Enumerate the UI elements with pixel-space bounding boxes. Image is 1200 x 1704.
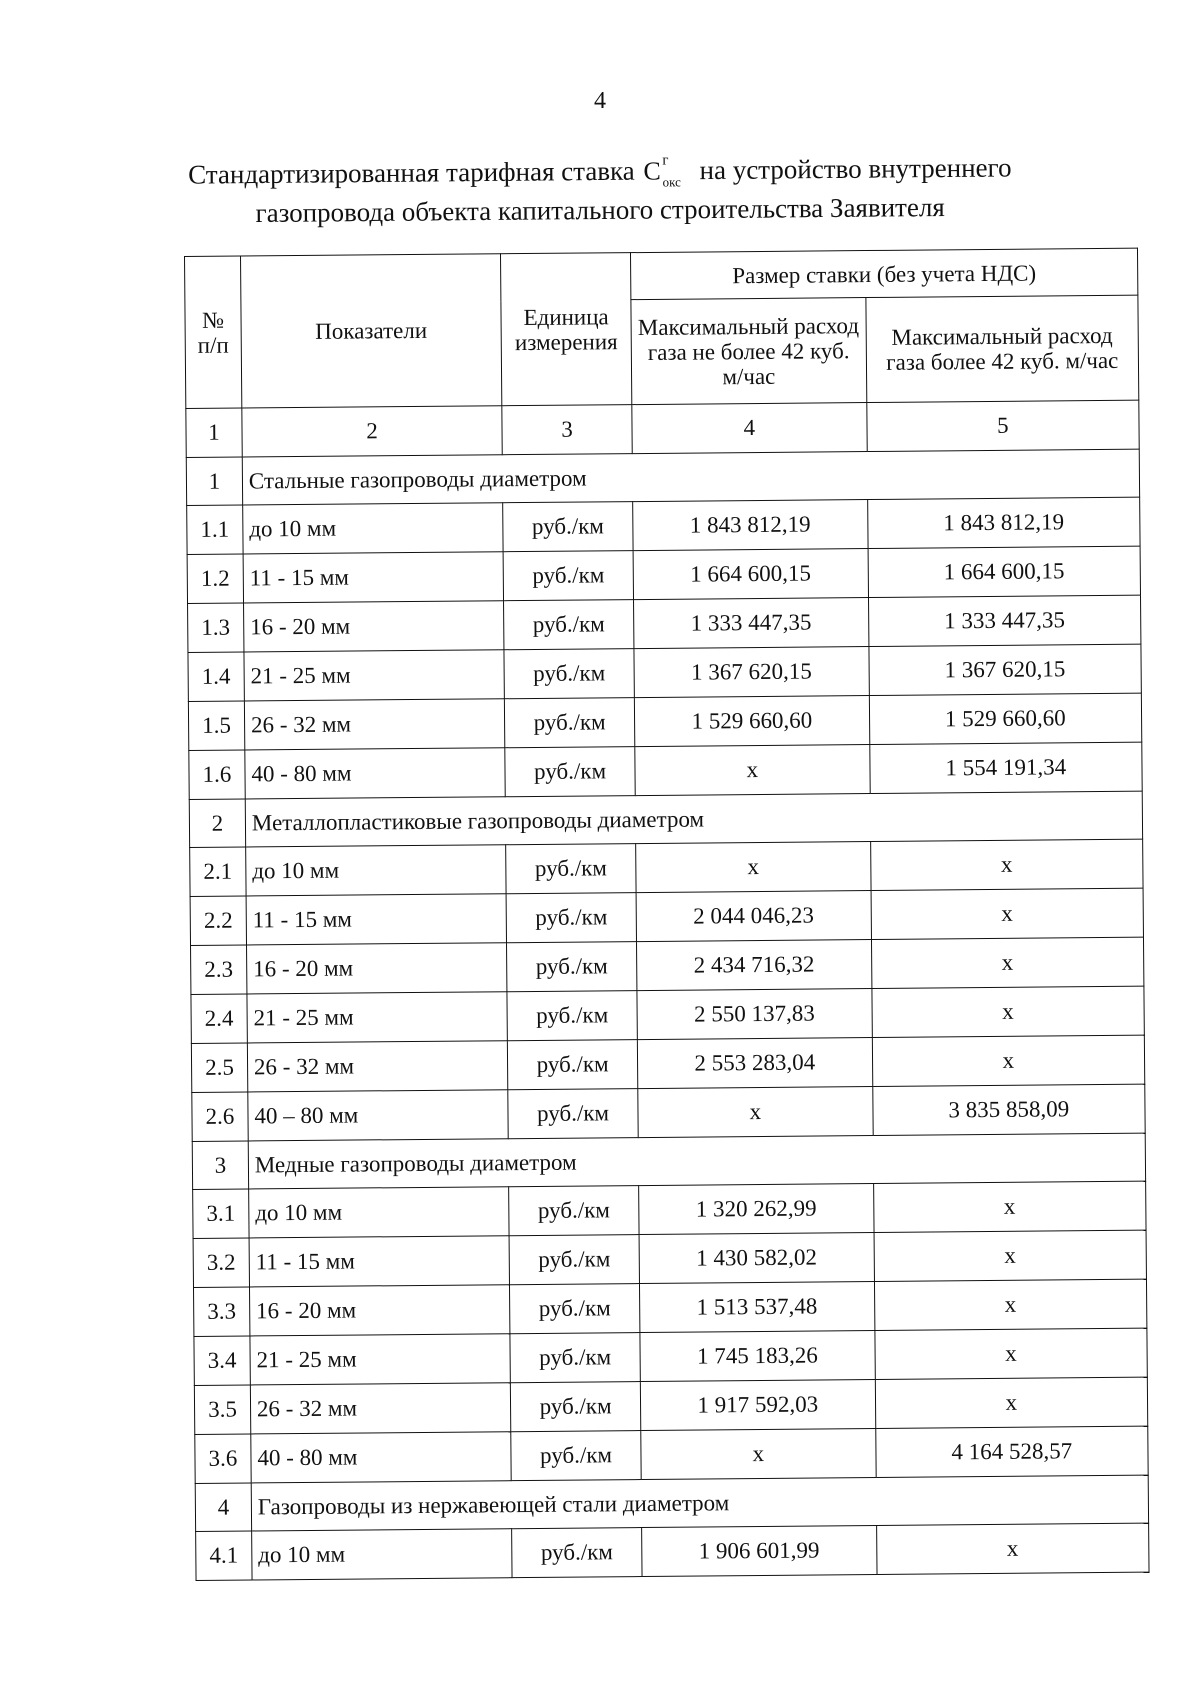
row-indicator: 11 - 15 мм (249, 1236, 510, 1287)
row-num: 2.6 (192, 1092, 248, 1141)
row-unit: руб./км (506, 844, 636, 894)
row-indicator: 21 - 25 мм (247, 992, 508, 1043)
title-line1-start: Стандартизированная тарифная ставка (188, 155, 635, 190)
row-indicator: до 10 мм (249, 1187, 510, 1238)
column-number: 3 (502, 405, 632, 455)
table-row (188, 644, 1141, 701)
row-num: 1.3 (188, 603, 244, 652)
header-unit: Единица измерения (501, 253, 632, 406)
row-num: 2.4 (191, 994, 247, 1043)
row-num: 3.3 (194, 1287, 250, 1336)
row-num: 3.5 (194, 1385, 250, 1434)
row-indicator: 21 - 25 мм (250, 1334, 511, 1385)
row-value-col5: 1 529 660,60 (869, 693, 1142, 744)
document-title (0, 147, 1200, 234)
row-unit: руб./км (504, 600, 634, 650)
row-value-col4: 1 745 183,26 (640, 1331, 875, 1382)
section-row (189, 791, 1142, 847)
row-indicator: 16 - 20 мм (246, 943, 507, 994)
table-row (194, 1377, 1147, 1434)
section-title: Газопроводы из нержавеющей стали диаметром (251, 1475, 1148, 1531)
title-line1-end: на устройство внутреннего (699, 152, 1012, 186)
row-indicator: 40 - 80 мм (251, 1432, 512, 1483)
table-row (194, 1279, 1147, 1336)
row-unit: руб./км (508, 1089, 638, 1139)
row-value-col5: x (870, 839, 1143, 890)
row-num: 3.1 (193, 1189, 249, 1238)
row-value-col4: 1 843 812,19 (633, 500, 868, 551)
table-row (191, 1035, 1144, 1092)
table-row (188, 595, 1141, 652)
row-num: 1.6 (189, 750, 245, 799)
section-row (192, 1133, 1145, 1189)
row-unit: руб./км (506, 893, 636, 943)
column-number: 2 (242, 406, 503, 457)
row-indicator: 11 - 15 мм (243, 552, 504, 603)
header-col4: Максимальный расход газа не более 42 куб. м/час (631, 298, 866, 405)
row-value-col4: 1 513 537,48 (640, 1282, 875, 1333)
row-indicator: 16 - 20 мм (243, 601, 504, 652)
row-unit: руб./км (503, 502, 633, 552)
row-indicator: до 10 мм (243, 503, 504, 554)
row-num: 1.5 (188, 701, 244, 750)
row-unit: руб./км (505, 747, 635, 797)
row-unit: руб./км (510, 1333, 640, 1383)
row-num: 2.3 (191, 945, 247, 994)
row-value-col4: 2 553 283,04 (637, 1038, 872, 1089)
row-value-col5: 1 664 600,15 (868, 546, 1141, 597)
row-value-col5: 3 835 858,09 (872, 1084, 1145, 1135)
row-indicator: 26 - 32 мм (250, 1383, 511, 1434)
row-indicator: 26 - 32 мм (247, 1041, 508, 1092)
table-row (190, 839, 1143, 896)
row-value-col5: x (876, 1523, 1149, 1574)
row-indicator: 40 – 80 мм (248, 1090, 509, 1141)
header-col5: Максимальный расход газа более 42 куб. м/час (865, 295, 1138, 402)
section-row (195, 1475, 1148, 1531)
row-num: 3.6 (195, 1434, 251, 1483)
row-value-col4: 1 320 262,99 (639, 1184, 874, 1235)
row-num: 2.1 (190, 847, 246, 896)
table-body (186, 400, 1149, 1580)
section-title: Металлопластиковые газопроводы диаметром (245, 791, 1142, 847)
row-value-col5: 4 164 528,57 (875, 1426, 1148, 1477)
row-value-col5: x (874, 1328, 1147, 1379)
row-indicator: 11 - 15 мм (246, 894, 507, 945)
row-unit: руб./км (509, 1235, 639, 1285)
row-value-col4: x (638, 1087, 873, 1138)
row-unit: руб./км (510, 1284, 640, 1334)
table-row (187, 497, 1140, 554)
row-value-col5: 1 843 812,19 (867, 497, 1140, 548)
header-num: № п/п (185, 256, 242, 408)
row-value-col4: 1 906 601,99 (642, 1526, 877, 1577)
row-num: 1.2 (187, 554, 243, 603)
row-num: 3.4 (194, 1336, 250, 1385)
row-num: 2.5 (191, 1043, 247, 1092)
row-value-col4: 1 917 592,03 (640, 1380, 875, 1431)
tariff-symbol-sup: г (662, 152, 669, 169)
row-unit: руб./км (507, 1040, 637, 1090)
row-unit: руб./км (507, 991, 637, 1041)
row-value-col5: x (871, 888, 1144, 939)
row-value-col4: 1 529 660,60 (634, 696, 869, 747)
row-unit: руб./км (503, 551, 633, 601)
tariff-symbol-sub: окс (662, 174, 681, 190)
section-num: 3 (192, 1141, 248, 1189)
row-indicator: до 10 мм (246, 845, 507, 896)
column-number-row (186, 400, 1139, 457)
row-unit: руб./км (510, 1382, 640, 1432)
tariff-table (184, 248, 1150, 1581)
row-value-col5: x (872, 1035, 1145, 1086)
row-value-col5: 1 554 191,34 (869, 742, 1142, 793)
section-title: Стальные газопроводы диаметром (242, 449, 1139, 505)
row-unit: руб./км (504, 649, 634, 699)
table-row (188, 693, 1141, 750)
section-title: Медные газопроводы диаметром (248, 1133, 1145, 1189)
table-row (193, 1230, 1146, 1287)
table-row (190, 888, 1143, 945)
tariff-symbol (643, 151, 681, 190)
row-indicator: 26 - 32 мм (244, 699, 505, 750)
row-unit: руб./км (509, 1186, 639, 1236)
row-value-col5: x (875, 1377, 1148, 1428)
row-value-col5: x (871, 937, 1144, 988)
table-row (189, 742, 1142, 799)
row-value-col5: x (874, 1230, 1147, 1281)
row-num: 4.1 (196, 1531, 252, 1580)
row-value-col4: x (641, 1429, 876, 1480)
row-num: 1.1 (187, 505, 243, 554)
row-value-col5: 1 333 447,35 (868, 595, 1141, 646)
table-row (195, 1426, 1148, 1483)
section-num: 2 (189, 799, 245, 847)
table-row (192, 1084, 1145, 1141)
row-unit: руб./км (507, 942, 637, 992)
column-number: 4 (632, 403, 867, 454)
row-unit: руб./км (512, 1528, 642, 1578)
page-number: 4 (594, 88, 606, 114)
table-row (196, 1523, 1149, 1580)
row-value-col4: 2 434 716,32 (637, 940, 872, 991)
row-value-col5: x (872, 986, 1145, 1037)
row-value-col4: 1 333 447,35 (634, 598, 869, 649)
row-indicator: 40 - 80 мм (245, 748, 506, 799)
section-num: 1 (186, 457, 242, 505)
row-value-col4: 2 044 046,23 (636, 891, 871, 942)
row-value-col4: 1 664 600,15 (633, 549, 868, 600)
row-num: 2.2 (190, 896, 246, 945)
table-row (191, 937, 1144, 994)
header-indicator: Показатели (240, 254, 502, 408)
title-line2: газопровода объекта капитального строительства Заявителя (255, 191, 945, 229)
row-value-col4: x (636, 842, 871, 893)
table-row (194, 1328, 1147, 1385)
row-num: 3.2 (193, 1238, 249, 1287)
section-row (186, 449, 1139, 505)
row-value-col4: 1 367 620,15 (634, 647, 869, 698)
tariff-symbol-main: С (643, 156, 661, 186)
table-row (191, 986, 1144, 1043)
table-row (187, 546, 1140, 603)
row-unit: руб./км (511, 1431, 641, 1481)
section-num: 4 (195, 1483, 251, 1531)
row-indicator: 21 - 25 мм (244, 650, 505, 701)
row-indicator: до 10 мм (252, 1529, 513, 1580)
row-value-col4: x (635, 745, 870, 796)
row-num: 1.4 (188, 652, 244, 701)
row-value-col4: 2 550 137,83 (637, 989, 872, 1040)
row-unit: руб./км (504, 698, 634, 748)
column-number: 1 (186, 408, 242, 457)
row-value-col5: 1 367 620,15 (869, 644, 1142, 695)
table-row (193, 1181, 1146, 1238)
header-rate-group: Размер ставки (без учета НДС) (631, 248, 1138, 299)
row-indicator: 16 - 20 мм (249, 1285, 510, 1336)
row-value-col5: x (874, 1279, 1147, 1330)
table-header (185, 248, 1139, 408)
row-value-col5: x (873, 1181, 1146, 1232)
row-value-col4: 1 430 582,02 (639, 1233, 874, 1284)
column-number: 5 (866, 400, 1139, 451)
